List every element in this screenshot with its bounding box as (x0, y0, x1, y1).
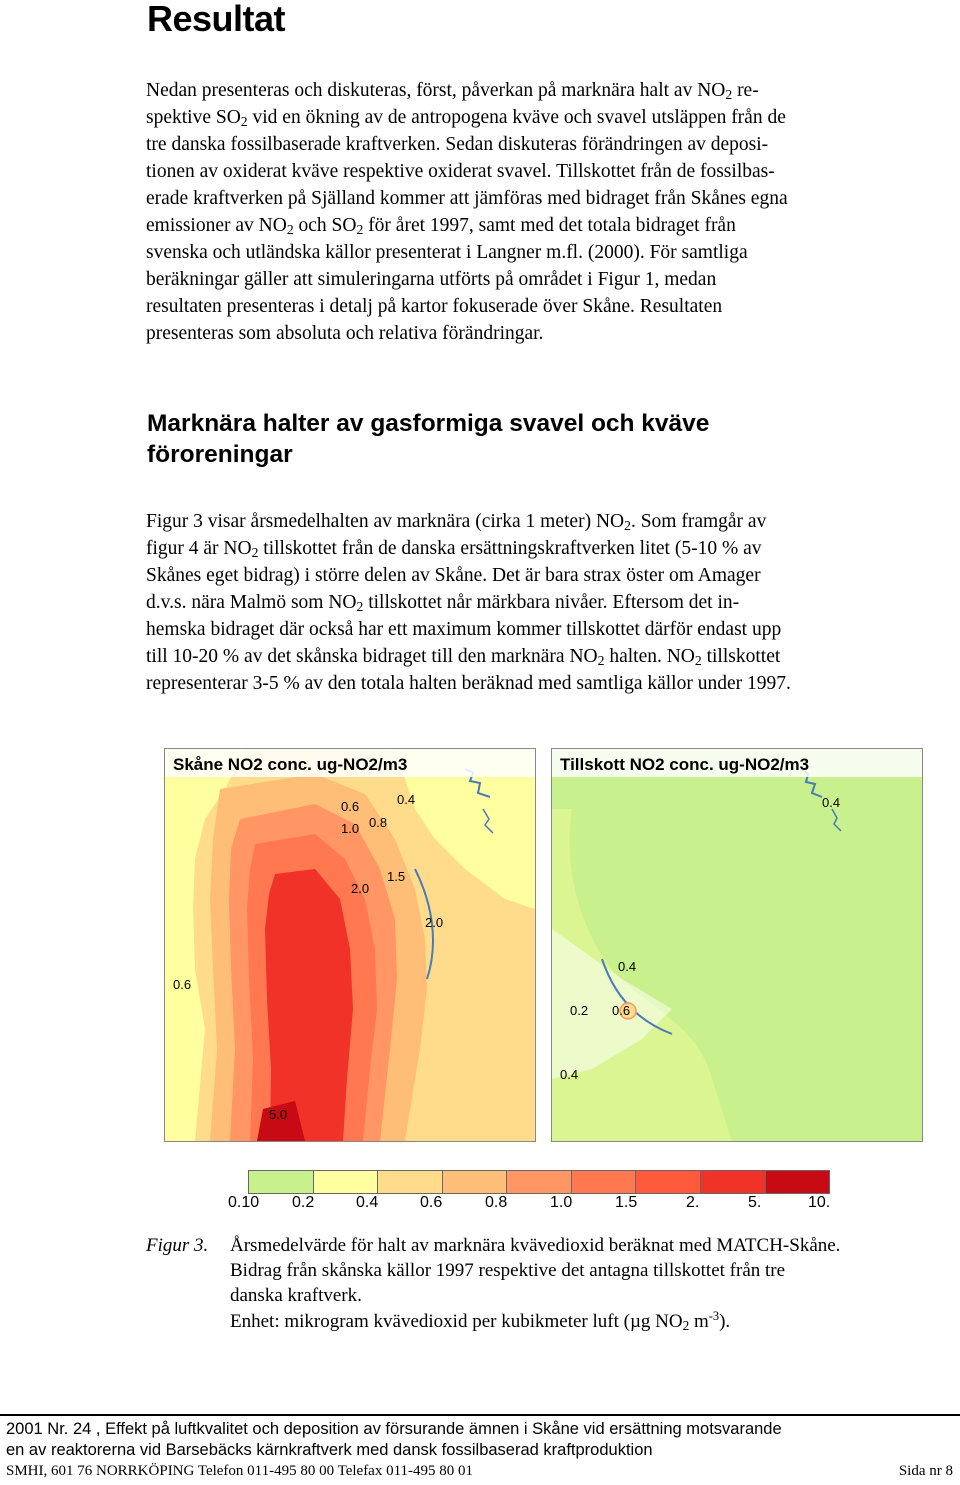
legend-swatch (572, 1171, 637, 1193)
map-skane-no2 (164, 748, 536, 1142)
contour-label: 1.5 (387, 869, 406, 884)
legend-label: 1.5 (615, 1194, 638, 1211)
legend-swatch (766, 1171, 830, 1193)
contour-label: 2.0 (351, 881, 370, 896)
legend-label: 1.0 (550, 1194, 573, 1211)
footer-address: SMHI, 601 76 NORRKÖPING Telefon 011-495 80 00 Telefax 011-495 80 01 (6, 1463, 474, 1479)
figure-caption-unit: Enhet: mikrogram kvävedioxid per kubikmeter luft (µg $NO_2$ $m^{-3}$). (230, 1309, 731, 1333)
section-line: Skånes eget bidrag) i större delen av Skåne. Det är bara strax öster om Amager (146, 565, 761, 586)
intro-line: svenska och utländska källor presenterat i Langner m.fl. (2000). För samtliga (146, 242, 748, 263)
section-line: figur 4 är $NO_2$ tillskottet från de danska ersättningskraftverken litet (5-10 % av (146, 538, 762, 560)
section-line: hemska bidraget där också har ett maximum kommer tillskottet därför endast upp (146, 619, 782, 640)
intro-line: beräkningar gäller att simuleringarna utförts på området i Figur 1, medan (146, 269, 717, 290)
contour-label: 0.4 (397, 792, 416, 807)
legend-label: 5. (748, 1194, 762, 1211)
intro-line: presenteras som absoluta och relativa förändringar. (146, 323, 544, 344)
legend-bar (248, 1170, 830, 1194)
section-heading: Marknära halter av gasformiga svavel och kväve föroreningar (147, 410, 710, 468)
legend-swatch (378, 1171, 443, 1193)
contour-label: 0.4 (822, 795, 841, 810)
legend-swatch (314, 1171, 379, 1193)
section-line: representerar 3-5 % av den totala halten beräknad med samtliga källor under 1997. (146, 673, 791, 694)
legend-label: 0.6 (420, 1194, 443, 1211)
map-tillskott-no2 (551, 748, 923, 1142)
legend-label: 0.2 (292, 1194, 315, 1211)
legend-label: 2. (686, 1194, 700, 1211)
legend-label: 0.10 (228, 1194, 260, 1211)
map-zone-red (265, 869, 353, 1141)
section-line: Figur 3 visar årsmedelhalten av marknära (cirka 1 meter) $NO_2$. Som framgår av (146, 511, 767, 533)
figure-caption-line: Bidrag från skånska källor 1997 respektive det antagna tillskottet från tre (230, 1260, 786, 1281)
contour-label: 0.2 (570, 1003, 589, 1018)
contour-label: 0.6 (612, 1003, 631, 1018)
legend-label: 0.4 (356, 1194, 379, 1211)
contour-label: 0.8 (369, 815, 388, 830)
contour-label: 5.0 (269, 1107, 288, 1122)
legend-swatch (443, 1171, 508, 1193)
intro-line: tionen av oxiderat kväve respektive oxiderat svavel. Tillskottet från de fossilbas- (146, 161, 775, 182)
contour-label: 0.4 (618, 959, 637, 974)
section-paragraph (146, 508, 791, 697)
legend-swatch (701, 1171, 766, 1193)
intro-line: spektive $SO_2$ vid en ökning av de antropogena kväve och svavel utsläppen från de (146, 107, 786, 129)
footer-rule (0, 1414, 960, 1416)
legend-label: 10. (808, 1194, 831, 1211)
contour-label: 1.0 (341, 821, 360, 836)
intro-paragraph (146, 77, 788, 347)
footer-report-title: 2001 Nr. 24 , Effekt på luftkvalitet och deposition av försurande ämnen i Skåne vid ersättning motsvarande (6, 1420, 782, 1438)
map-title: Skåne NO2 conc. ug-NO2/m3 (173, 755, 408, 774)
intro-line: erade kraftverken på Själland kommer att jämföras med bidraget från Skånes egna (146, 188, 788, 209)
page-heading: Resultat (147, 0, 286, 39)
contour-label: 0.6 (173, 977, 192, 992)
contour-label: 0.6 (341, 799, 360, 814)
figure-caption-label: Figur 3. (146, 1235, 209, 1256)
map-title: Tillskott NO2 conc. ug-NO2/m3 (560, 755, 810, 774)
section-line: till 10-20 % av det skånska bidraget till den marknära $NO_2$ halten. $NO_2$ tillskottet (146, 646, 781, 668)
footer-report-subtitle: en av reaktorerna vid Barsebäcks kärnkraftverk med dansk fossilbaserad kraftproduktion (6, 1441, 653, 1459)
contour-label: 2.0 (425, 915, 444, 930)
legend-swatch (507, 1171, 572, 1193)
legend-swatch (636, 1171, 701, 1193)
figure-caption-line: danska kraftverk. (230, 1285, 362, 1306)
intro-line: resultaten presenteras i detalj på kartor fokuserade över Skåne. Resultaten (146, 296, 723, 317)
intro-line: Nedan presenteras och diskuteras, först, påverkan på marknära halt av $NO_2$ re- (146, 80, 759, 102)
contour-label: 0.4 (560, 1067, 579, 1082)
section-line: d.v.s. nära Malmö som $NO_2$ tillskottet når märkbara nivåer. Eftersom det in- (146, 592, 740, 614)
figure-caption-line: Årsmedelvärde för halt av marknära kvävedioxid beräknat med MATCH-Skåne. (230, 1235, 841, 1256)
intro-line: emissioner av $NO_2$ och $SO_2$ för året 1997, samt med det totala bidraget från (146, 215, 736, 237)
footer-page-number: Sida nr 8 (898, 1463, 953, 1479)
legend-swatch (249, 1171, 314, 1193)
intro-line: tre danska fossilbaserade kraftverken. Sedan diskuteras förändringen av deposi- (146, 134, 769, 155)
legend-label: 0.8 (485, 1194, 508, 1211)
